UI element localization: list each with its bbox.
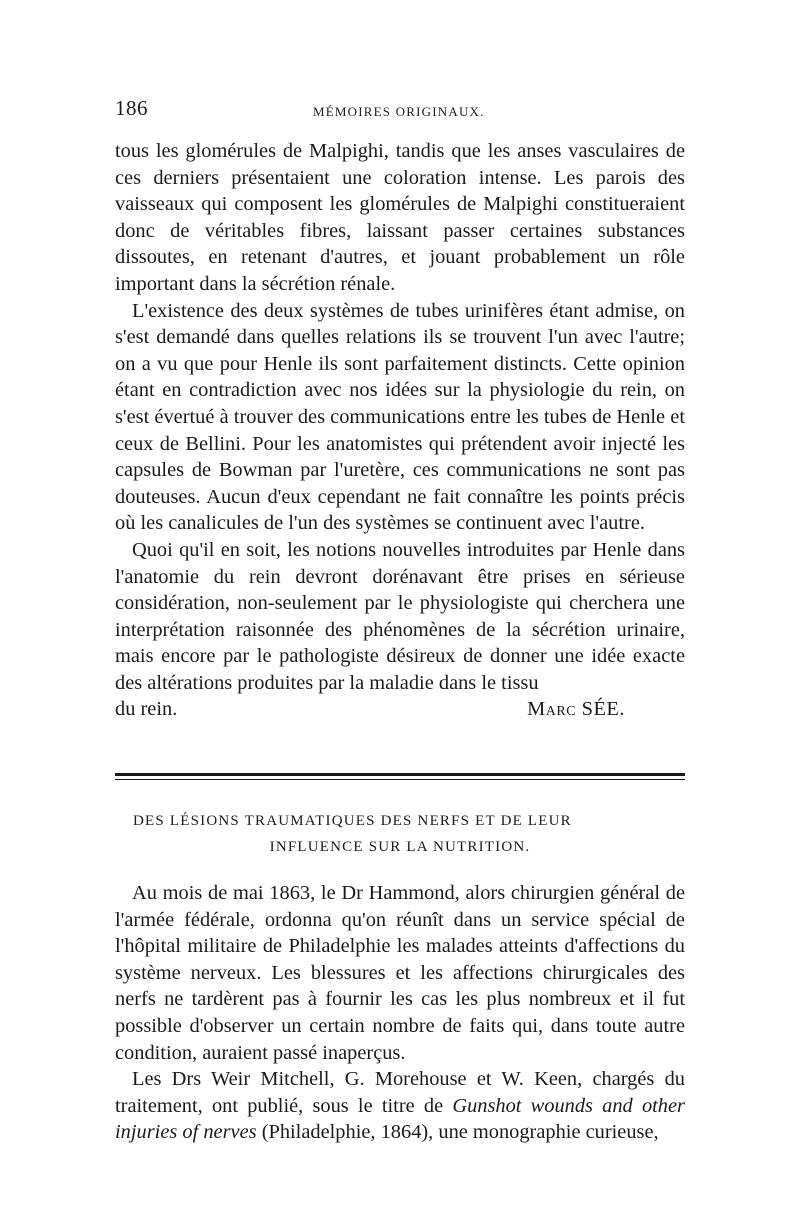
section-divider bbox=[115, 773, 685, 780]
running-head bbox=[115, 96, 685, 132]
book-title: Gunshot wounds and other injuries of nerves bbox=[115, 1094, 685, 1144]
closing-text: du rein. bbox=[115, 698, 178, 721]
title-line-1: DES LÉSIONS TRAUMATIQUES DES NERFS ET DE LEUR bbox=[133, 813, 572, 829]
article-2-body bbox=[115, 880, 685, 1146]
page bbox=[115, 96, 685, 1144]
paragraph-5 bbox=[115, 1066, 685, 1146]
paragraph-1: tous les glomérules de Malpighi, tandis que les anses vasculaires de ces derniers présentaient une coloration intense. Les parois des vaisseaux qui composent les glomérules de Malpighi constitueraient donc de véritables fibres, laissant passer certaines substances dissoutes, en retenant d'autres, et jouant probablement un rôle important dans la sécrétion rénale. bbox=[115, 140, 685, 295]
paragraph-4: Au mois de mai 1863, le Dr Hammond, alors chirurgien général de l'armée fédérale, ordonna qu'on réunît dans un service spécial de l'hôpital militaire de Philadelphie les malades atteints d'affections du système nerveux. Les blessures et les affections chirurgicales des nerfs ne tardèrent pas à fournir les cas les plus nombreux et il fut possible d'observer un certain nombre de faits qui, dans toute autre condition, auraient passé inaperçus. bbox=[115, 882, 685, 1064]
running-title: MÉMOIRES ORIGINAUX. bbox=[313, 104, 485, 119]
paragraph-3: Quoi qu'il en soit, les notions nouvelles introduites par Henle dans l'anatomie du rein devront dorénavant être prises en sérieuse considération, non-seulement par le physiologiste qui cherchera une interprétation raisonnée des phénomènes de la sécrétion urinaire, mais encore par le pathologiste désireux de donner une idée exacte des altérations produites par la maladie dans le tissu bbox=[115, 538, 685, 694]
article-1-body bbox=[115, 138, 685, 723]
divider-thick bbox=[115, 773, 685, 776]
article-2-title bbox=[115, 808, 685, 860]
signoff-line bbox=[115, 696, 685, 723]
paragraph-5-end: (Philadelphie, 1864), une monographie curieuse, bbox=[256, 1121, 659, 1144]
divider-thin bbox=[115, 779, 685, 780]
title-line-2: INFLUENCE SUR LA NUTRITION. bbox=[269, 839, 531, 855]
paragraph-2: L'existence des deux systèmes de tubes urinifères étant admise, on s'est demandé dans quelles relations ils se trouvent l'un avec l'autre; on a vu que pour Henle ils sont parfaitement distincts. Cette opinion étant en contradiction avec nos idées sur la physiologie du rein, on s'est évertué à trouver des communications entre les tubes de Henle et ceux de Bellini. Pour les anatomistes qui prétendent avoir injecté les capsules de Bowman par l'uretère, ces communications ne sont pas douteuses. Aucun d'eux cependant ne fait connaître les points précis où les canalicules de l'un des systèmes se continuent avec l'autre. bbox=[115, 299, 685, 535]
paragraph-5-start: Les Drs Weir Mitchell, G. Morehouse et W. Keen, chargés du traitement, ont publié, sous le titre de bbox=[115, 1068, 685, 1117]
page-number: 186 bbox=[115, 96, 148, 120]
author-signature: Marc SÉE. bbox=[527, 698, 625, 721]
